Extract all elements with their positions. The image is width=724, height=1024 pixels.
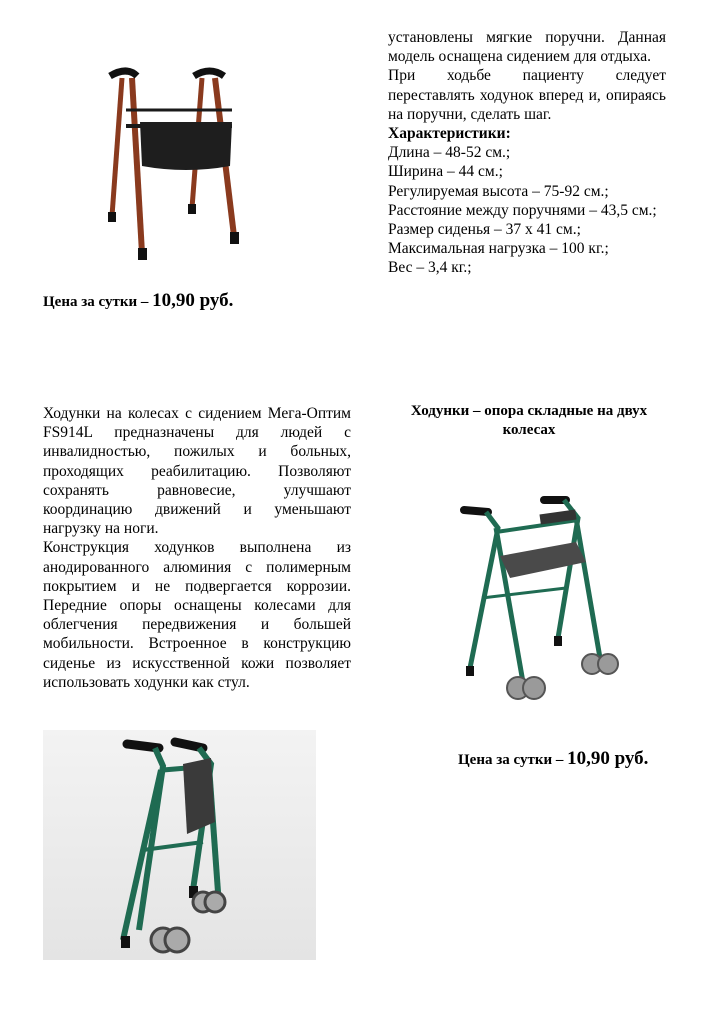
spec-item: Вес – 3,4 кг.; [388,259,472,277]
specs-title: Характеристики: [388,125,511,143]
top-right-description [388,28,666,278]
price-value: 10,90 руб. [152,290,234,311]
walker-green-wheels-image [440,488,640,708]
price-bottom [458,748,648,770]
walker-green-photo [43,730,316,960]
product-paragraph-1: Ходунки на колесах с сидением Мега-Оптим FS914L предназначены для людей с инвалидностью, пожилых и больных, проходящих реабилитацию. Позволяют сохранять равновесие, улучшают координацию движений и уменьшают нагрузку на ноги. [43,405,351,538]
spec-item: Длина – 48-52 см.; [388,144,511,162]
spec-item: Регулируемая высота – 75-92 см.; [388,182,609,200]
product-paragraph-2: Конструкция ходунков выполнена из анодированного алюминия с полимерным покрытием и не подвергается коррозии. Передние опоры оснащены колесами для облегчения передвижения и большей мобильности. Встроенное в конструкцию сиденье из искусственной кожи позволяет использовать ходунки как стул. [43,539,351,691]
specs-list [388,143,666,277]
price-label: Цена за сутки – [458,752,564,768]
product-title: Ходунки – опора складные на двух колесах [410,403,648,438]
description-paragraph-1: установлены мягкие поручни. Данная модель оснащена сидением для отдыха. [388,29,666,66]
walker-bronze-image [82,48,292,263]
mid-left-description [43,404,351,692]
price-value: 10,90 руб. [567,748,649,769]
price-top [43,290,233,312]
spec-item: Максимальная нагрузка – 100 кг.; [388,240,609,258]
price-label: Цена за сутки – [43,294,149,310]
spec-item: Расстояние между поручнями – 43,5 см.; [388,201,657,219]
spec-item: Ширина – 44 см.; [388,163,503,181]
description-paragraph-2: При ходьбе пациенту следует переставлять ходунок вперед и, опираясь на поручни, сделать шаг. [388,67,666,123]
spec-item: Размер сиденья – 37 х 41 см.; [388,221,581,239]
